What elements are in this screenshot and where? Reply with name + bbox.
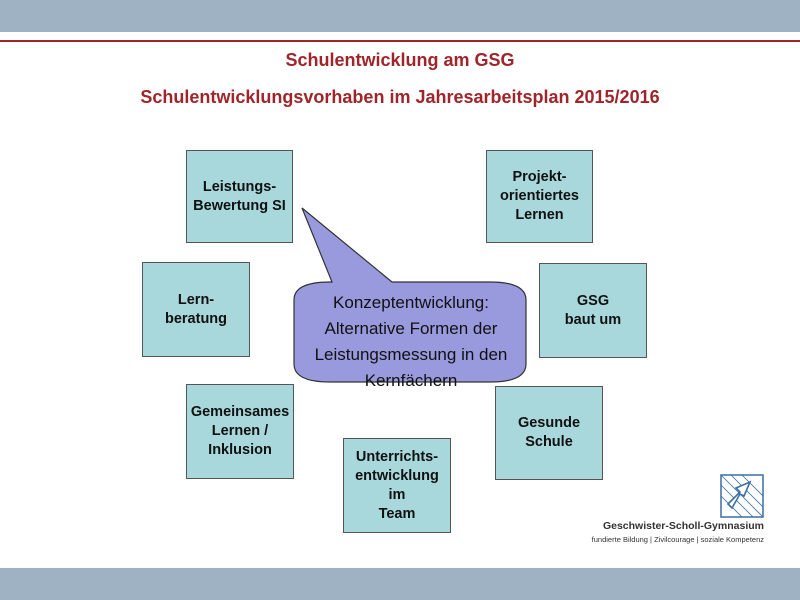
box-unterrichtsentwicklung: Unterrichts- entwicklung im Team — [343, 438, 451, 533]
footer-bar — [0, 568, 800, 600]
box-gesunde-schule: Gesunde Schule — [495, 386, 603, 480]
school-tagline: fundierte Bildung | Zivilcourage | soziale Kompetenz — [591, 535, 764, 544]
box-leistungsbewertung: Leistungs- Bewertung SI — [186, 150, 293, 243]
box-gemeinsames-lernen: Gemeinsames Lernen / Inklusion — [186, 384, 294, 479]
school-name: Geschwister-Scholl-Gymnasium — [602, 520, 764, 532]
box-projektorientiertes-lernen: Projekt- orientiertes Lernen — [486, 150, 593, 243]
speech-bubble-text: Konzeptentwicklung: Alternative Formen der Leistungsmessung in den Kernfächern — [314, 293, 508, 390]
box-lernberatung: Lern- beratung — [142, 262, 250, 357]
slide-title: Schulentwicklung am GSG — [285, 50, 515, 70]
school-logo-icon — [720, 474, 764, 518]
box-gsg-baut-um: GSG baut um — [539, 263, 647, 358]
slide-subtitle: Schulentwicklungsvorhaben im Jahresarbeitsplan 2015/2016 — [140, 87, 660, 107]
